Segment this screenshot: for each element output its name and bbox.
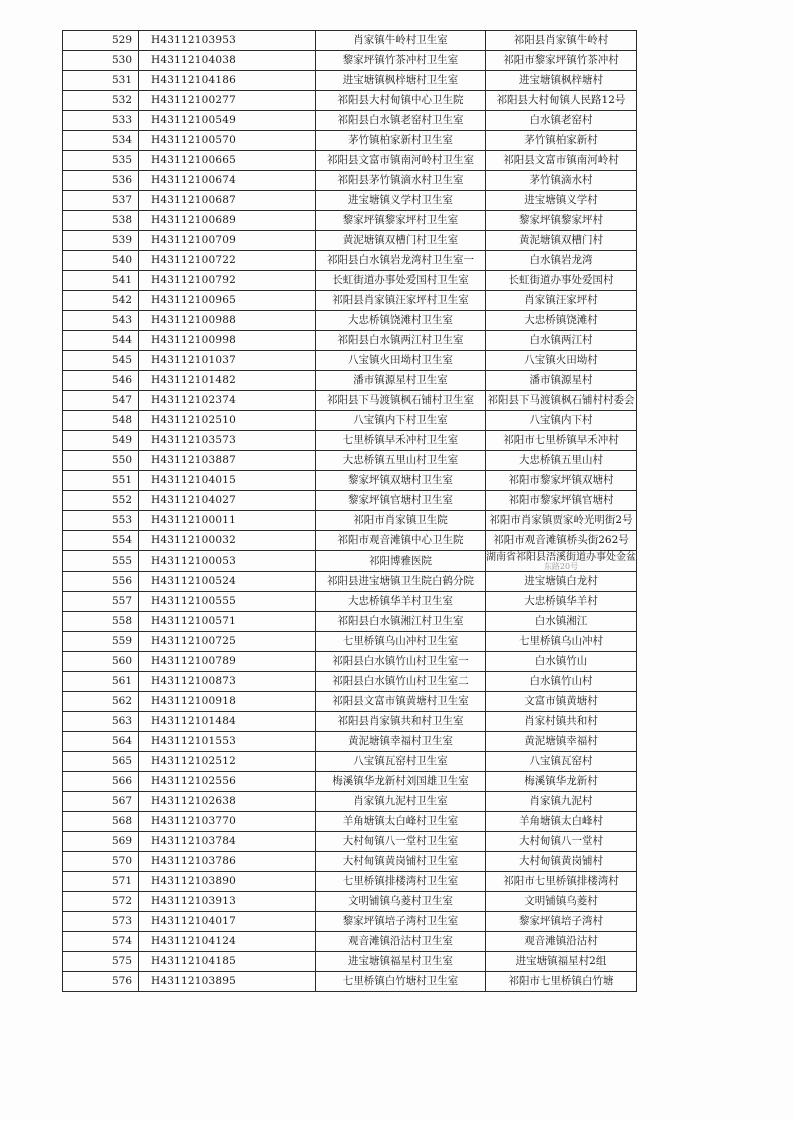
table-row xyxy=(63,531,637,551)
table-row xyxy=(63,592,637,612)
row-number: 551 xyxy=(63,471,139,491)
institution-address: 大村甸镇黄岗铺村 xyxy=(486,852,637,872)
institution-address: 肖家村镇共和村 xyxy=(486,712,637,732)
institution-code: H43112104015 xyxy=(139,471,316,491)
table-row xyxy=(63,792,637,812)
table-row xyxy=(63,51,637,71)
institution-address: 文明铺镇乌菱村 xyxy=(486,892,637,912)
institution-address: 祁阳县肖家镇牛岭村 xyxy=(486,31,637,51)
institution-address: 进宝塘镇白龙村 xyxy=(486,572,637,592)
row-number: 545 xyxy=(63,351,139,371)
institution-name: 大村甸镇八一堂村卫生室 xyxy=(316,832,486,852)
institution-address: 七里桥镇乌山冲村 xyxy=(486,632,637,652)
institution-name: 祁阳县白水镇岩龙湾村卫生室一 xyxy=(316,251,486,271)
institution-address: 八宝镇火田坳村 xyxy=(486,351,637,371)
institution-address: 大忠桥镇饶滩村 xyxy=(486,311,637,331)
row-number: 570 xyxy=(63,852,139,872)
row-number: 555 xyxy=(63,551,139,572)
institution-code: H43112100570 xyxy=(139,131,316,151)
row-number: 562 xyxy=(63,692,139,712)
row-number: 544 xyxy=(63,331,139,351)
table-row xyxy=(63,712,637,732)
registry-table xyxy=(62,30,637,992)
table-row xyxy=(63,732,637,752)
institution-code: H43112100555 xyxy=(139,592,316,612)
institution-address: 祁阳市肖家镇贾家岭光明街2号 xyxy=(486,511,637,531)
institution-address: 祁阳市七里桥镇排楼湾村 xyxy=(486,872,637,892)
row-number: 561 xyxy=(63,672,139,692)
institution-name: 七里桥镇排楼湾村卫生室 xyxy=(316,872,486,892)
institution-name: 进宝塘镇福星村卫生室 xyxy=(316,952,486,972)
institution-address: 祁阳市黎家坪镇双塘村 xyxy=(486,471,637,491)
institution-name: 七里桥镇白竹塘村卫生室 xyxy=(316,972,486,992)
institution-code: H43112100277 xyxy=(139,91,316,111)
institution-name: 祁阳县白水镇两江村卫生室 xyxy=(316,331,486,351)
institution-name: 黎家坪镇双塘村卫生室 xyxy=(316,471,486,491)
institution-address: 文富市镇黄塘村 xyxy=(486,692,637,712)
institution-name: 祁阳县大村甸镇中心卫生院 xyxy=(316,91,486,111)
institution-name: 肖家镇牛岭村卫生室 xyxy=(316,31,486,51)
institution-address: 黎家坪镇黎家坪村 xyxy=(486,211,637,231)
institution-address: 进宝塘镇福星村2组 xyxy=(486,952,637,972)
row-number: 554 xyxy=(63,531,139,551)
institution-address: 祁阳市黎家坪镇竹茶冲村 xyxy=(486,51,637,71)
institution-code: H43112100687 xyxy=(139,191,316,211)
row-number: 548 xyxy=(63,411,139,431)
table-row xyxy=(63,331,637,351)
row-number: 553 xyxy=(63,511,139,531)
institution-address: 茅竹镇柏家新村 xyxy=(486,131,637,151)
institution-code: H43112101484 xyxy=(139,712,316,732)
institution-name: 潘市镇源星村卫生室 xyxy=(316,371,486,391)
institution-code: H43112100988 xyxy=(139,311,316,331)
row-number: 533 xyxy=(63,111,139,131)
institution-address: 白水镇两江村 xyxy=(486,331,637,351)
row-number: 564 xyxy=(63,732,139,752)
institution-address: 祁阳市观音滩镇桥头街262号 xyxy=(486,531,637,551)
institution-code: H43112100524 xyxy=(139,572,316,592)
row-number: 540 xyxy=(63,251,139,271)
institution-code: H43112100918 xyxy=(139,692,316,712)
institution-name: 祁阳县进宝塘镇卫生院白鹤分院 xyxy=(316,572,486,592)
institution-address: 进宝塘镇义学村 xyxy=(486,191,637,211)
institution-code: H43112104185 xyxy=(139,952,316,972)
row-number: 537 xyxy=(63,191,139,211)
table-row xyxy=(63,872,637,892)
institution-name: 黎家坪镇官塘村卫生室 xyxy=(316,491,486,511)
institution-name: 祁阳县肖家镇共和村卫生室 xyxy=(316,712,486,732)
row-number: 572 xyxy=(63,892,139,912)
institution-name: 祁阳县白水镇湘江村卫生室 xyxy=(316,612,486,632)
institution-code: H43112103786 xyxy=(139,852,316,872)
institution-code: H43112103890 xyxy=(139,872,316,892)
table-row xyxy=(63,752,637,772)
institution-name: 黎家坪镇培子湾村卫生室 xyxy=(316,912,486,932)
address-wrap xyxy=(486,551,636,571)
institution-name: 大忠桥镇华羊村卫生室 xyxy=(316,592,486,612)
row-number: 569 xyxy=(63,832,139,852)
table-row xyxy=(63,71,637,91)
institution-code: H43112103953 xyxy=(139,31,316,51)
institution-address: 潘市镇源星村 xyxy=(486,371,637,391)
table-row xyxy=(63,632,637,652)
institution-name: 祁阳县茅竹镇滴水村卫生室 xyxy=(316,171,486,191)
institution-code: H43112102374 xyxy=(139,391,316,411)
table-row xyxy=(63,551,637,572)
institution-code: H43112103573 xyxy=(139,431,316,451)
institution-address: 祁阳市黎家坪镇官塘村 xyxy=(486,491,637,511)
row-number: 530 xyxy=(63,51,139,71)
row-number: 556 xyxy=(63,572,139,592)
table-row xyxy=(63,251,637,271)
row-number: 531 xyxy=(63,71,139,91)
table-row xyxy=(63,451,637,471)
table-row xyxy=(63,912,637,932)
table-row xyxy=(63,511,637,531)
row-number: 550 xyxy=(63,451,139,471)
row-number: 529 xyxy=(63,31,139,51)
table-row xyxy=(63,431,637,451)
institution-address: 长虹街道办事处爱国村 xyxy=(486,271,637,291)
institution-code: H43112100689 xyxy=(139,211,316,231)
table-row xyxy=(63,131,637,151)
row-number: 565 xyxy=(63,752,139,772)
row-number: 532 xyxy=(63,91,139,111)
table-row xyxy=(63,191,637,211)
table-row xyxy=(63,652,637,672)
institution-code: H43112100722 xyxy=(139,251,316,271)
institution-code: H43112102556 xyxy=(139,772,316,792)
row-number: 576 xyxy=(63,972,139,992)
institution-code: H43112100011 xyxy=(139,511,316,531)
row-number: 542 xyxy=(63,291,139,311)
institution-name: 进宝塘镇义学村卫生室 xyxy=(316,191,486,211)
row-number: 574 xyxy=(63,932,139,952)
institution-code: H43112100792 xyxy=(139,271,316,291)
table-row xyxy=(63,892,637,912)
institution-address: 白水镇老窑村 xyxy=(486,111,637,131)
row-number: 547 xyxy=(63,391,139,411)
institution-address-line: 湖南省祁阳县浯溪街道办事处金盆 xyxy=(486,552,636,563)
institution-address: 大村甸镇八一堂村 xyxy=(486,832,637,852)
institution-address: 黄泥塘镇双槽门村 xyxy=(486,231,637,251)
institution-address: 黄泥塘镇幸福村 xyxy=(486,732,637,752)
row-number: 535 xyxy=(63,151,139,171)
row-number: 541 xyxy=(63,271,139,291)
row-number: 563 xyxy=(63,712,139,732)
institution-code: H43112100998 xyxy=(139,331,316,351)
institution-name: 八宝镇内下村卫生室 xyxy=(316,411,486,431)
table-row xyxy=(63,291,637,311)
row-number: 539 xyxy=(63,231,139,251)
table-row xyxy=(63,271,637,291)
institution-name: 黄泥塘镇幸福村卫生室 xyxy=(316,732,486,752)
institution-code: H43112101553 xyxy=(139,732,316,752)
table-row xyxy=(63,151,637,171)
row-number: 573 xyxy=(63,912,139,932)
institution-code: H43112103784 xyxy=(139,832,316,852)
table-row xyxy=(63,171,637,191)
institution-name: 八宝镇火田坳村卫生室 xyxy=(316,351,486,371)
institution-name: 大忠桥镇饶滩村卫生室 xyxy=(316,311,486,331)
table-row xyxy=(63,91,637,111)
institution-name: 梅溪镇华龙新村刘国雄卫生室 xyxy=(316,772,486,792)
institution-address: 白水镇岩龙湾 xyxy=(486,251,637,271)
institution-name: 七里桥镇早禾冲村卫生室 xyxy=(316,431,486,451)
institution-code: H43112100571 xyxy=(139,612,316,632)
institution-name: 祁阳市肖家镇卫生院 xyxy=(316,511,486,531)
row-number: 552 xyxy=(63,491,139,511)
row-number: 538 xyxy=(63,211,139,231)
institution-address: 白水镇竹山村 xyxy=(486,672,637,692)
institution-address: 进宝塘镇枫梓塘村 xyxy=(486,71,637,91)
institution-address: 祁阳市七里桥镇白竹塘 xyxy=(486,972,637,992)
institution-code: H43112100549 xyxy=(139,111,316,131)
institution-code: H43112102512 xyxy=(139,752,316,772)
institution-code: H43112100665 xyxy=(139,151,316,171)
institution-address: 大忠桥镇五里山村 xyxy=(486,451,637,471)
institution-code: H43112100032 xyxy=(139,531,316,551)
institution-address: 祁阳县下马渡镇枫石铺村村委会 xyxy=(486,391,637,411)
row-number: 568 xyxy=(63,812,139,832)
institution-address: 大忠桥镇华羊村 xyxy=(486,592,637,612)
institution-code: H43112100709 xyxy=(139,231,316,251)
table-row xyxy=(63,812,637,832)
institution-name: 肖家镇九泥村卫生室 xyxy=(316,792,486,812)
institution-code: H43112103770 xyxy=(139,812,316,832)
institution-name: 祁阳博雅医院 xyxy=(316,551,486,572)
institution-name: 祁阳县文富市镇南河岭村卫生室 xyxy=(316,151,486,171)
institution-address: 祁阳市七里桥镇早禾冲村 xyxy=(486,431,637,451)
row-number: 546 xyxy=(63,371,139,391)
institution-address: 肖家镇汪家坪村 xyxy=(486,291,637,311)
institution-address: 黎家坪镇培子湾村 xyxy=(486,912,637,932)
institution-name: 黎家坪镇黎家坪村卫生室 xyxy=(316,211,486,231)
table-row xyxy=(63,932,637,952)
institution-code: H43112104027 xyxy=(139,491,316,511)
institution-name: 大忠桥镇五里山村卫生室 xyxy=(316,451,486,471)
row-number: 558 xyxy=(63,612,139,632)
institution-name: 祁阳县文富市镇黄塘村卫生室 xyxy=(316,692,486,712)
table-row xyxy=(63,491,637,511)
row-number: 575 xyxy=(63,952,139,972)
institution-name: 茅竹镇柏家新村卫生室 xyxy=(316,131,486,151)
table-row xyxy=(63,952,637,972)
institution-code: H43112103895 xyxy=(139,972,316,992)
institution-code: H43112103887 xyxy=(139,451,316,471)
institution-name: 黎家坪镇竹茶冲村卫生室 xyxy=(316,51,486,71)
institution-code: H43112104038 xyxy=(139,51,316,71)
table-row xyxy=(63,411,637,431)
institution-address xyxy=(486,551,637,572)
institution-address: 白水镇竹山 xyxy=(486,652,637,672)
institution-code: H43112100053 xyxy=(139,551,316,572)
institution-name: 祁阳县白水镇竹山村卫生室二 xyxy=(316,672,486,692)
institution-name: 祁阳县下马渡镇枫石铺村卫生室 xyxy=(316,391,486,411)
institution-address: 八宝镇内下村 xyxy=(486,411,637,431)
institution-name: 祁阳县白水镇竹山村卫生室一 xyxy=(316,652,486,672)
institution-name: 进宝塘镇枫梓塘村卫生室 xyxy=(316,71,486,91)
institution-code: H43112102510 xyxy=(139,411,316,431)
institution-code: H43112100965 xyxy=(139,291,316,311)
institution-name: 祁阳县肖家镇汪家坪村卫生室 xyxy=(316,291,486,311)
row-number: 566 xyxy=(63,772,139,792)
institution-code: H43112102638 xyxy=(139,792,316,812)
table-row xyxy=(63,692,637,712)
institution-name: 黄泥塘镇双槽门村卫生室 xyxy=(316,231,486,251)
row-number: 557 xyxy=(63,592,139,612)
institution-address: 肖家镇九泥村 xyxy=(486,792,637,812)
registry-table-body xyxy=(63,31,637,992)
institution-name: 观音滩镇沿沽村卫生室 xyxy=(316,932,486,952)
row-number: 567 xyxy=(63,792,139,812)
institution-address: 祁阳县文富市镇南河岭村 xyxy=(486,151,637,171)
institution-code: H43112104124 xyxy=(139,932,316,952)
institution-name: 八宝镇瓦窑村卫生室 xyxy=(316,752,486,772)
table-row xyxy=(63,772,637,792)
institution-name: 文明铺镇乌菱村卫生室 xyxy=(316,892,486,912)
institution-address: 羊角塘镇太白峰村 xyxy=(486,812,637,832)
table-row xyxy=(63,572,637,592)
institution-address: 茅竹镇滴水村 xyxy=(486,171,637,191)
table-row xyxy=(63,211,637,231)
institution-address: 观音滩镇沿沽村 xyxy=(486,932,637,952)
table-row xyxy=(63,672,637,692)
institution-code: H43112104017 xyxy=(139,912,316,932)
institution-name: 羊角塘镇太白峰村卫生室 xyxy=(316,812,486,832)
table-row xyxy=(63,31,637,51)
row-number: 560 xyxy=(63,652,139,672)
institution-address: 八宝镇瓦窑村 xyxy=(486,752,637,772)
institution-address: 祁阳县大村甸镇人民路12号 xyxy=(486,91,637,111)
row-number: 559 xyxy=(63,632,139,652)
institution-code: H43112101037 xyxy=(139,351,316,371)
table-row xyxy=(63,311,637,331)
table-row xyxy=(63,391,637,411)
institution-code: H43112100789 xyxy=(139,652,316,672)
institution-name: 长虹街道办事处爱国村卫生室 xyxy=(316,271,486,291)
table-row xyxy=(63,371,637,391)
institution-address-overflow: 东路20号 xyxy=(543,562,579,571)
institution-address: 白水镇湘江 xyxy=(486,612,637,632)
row-number: 543 xyxy=(63,311,139,331)
row-number: 571 xyxy=(63,872,139,892)
table-row xyxy=(63,852,637,872)
institution-code: H43112104186 xyxy=(139,71,316,91)
institution-address: 梅溪镇华龙新村 xyxy=(486,772,637,792)
institution-name: 大村甸镇黄岗铺村卫生室 xyxy=(316,852,486,872)
institution-code: H43112101482 xyxy=(139,371,316,391)
table-row xyxy=(63,351,637,371)
row-number: 534 xyxy=(63,131,139,151)
institution-code: H43112100674 xyxy=(139,171,316,191)
table-row xyxy=(63,832,637,852)
row-number: 549 xyxy=(63,431,139,451)
row-number: 536 xyxy=(63,171,139,191)
institution-name: 祁阳县白水镇老窑村卫生室 xyxy=(316,111,486,131)
institution-code: H43112103913 xyxy=(139,892,316,912)
table-row xyxy=(63,972,637,992)
institution-code: H43112100873 xyxy=(139,672,316,692)
institution-name: 七里桥镇乌山冲村卫生室 xyxy=(316,632,486,652)
table-row xyxy=(63,231,637,251)
table-row xyxy=(63,111,637,131)
table-row xyxy=(63,612,637,632)
institution-code: H43112100725 xyxy=(139,632,316,652)
table-row xyxy=(63,471,637,491)
institution-name: 祁阳市观音滩镇中心卫生院 xyxy=(316,531,486,551)
